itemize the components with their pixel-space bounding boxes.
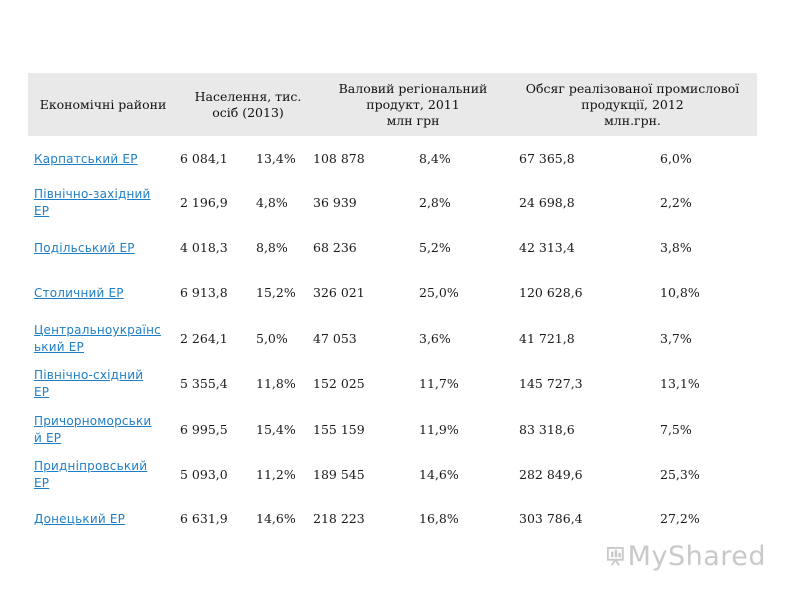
region-link-line: Подільський ЕР: [34, 241, 135, 255]
region-link-line: Столичний ЕР: [34, 286, 124, 300]
presentation-board-icon: [606, 540, 625, 572]
region-link-line: Причорноморськи: [34, 414, 152, 428]
industry-share: 3,7%: [660, 331, 692, 346]
region-link[interactable]: [34, 285, 174, 302]
grp-value: 108 878: [313, 151, 365, 166]
grp-share: 8,4%: [419, 151, 451, 166]
industry-value: 120 628,6: [519, 285, 583, 300]
table-header: [28, 73, 757, 136]
population-value: 6 913,8: [180, 285, 228, 300]
population-value: 6 631,9: [180, 511, 228, 526]
header-industry-line: продукції, 2012: [581, 96, 684, 112]
region-link[interactable]: [34, 322, 174, 356]
header-grp: [323, 73, 503, 136]
industry-share: 27,2%: [660, 511, 700, 526]
header-regions-label: Економічні райони: [39, 96, 167, 112]
industry-share: 6,0%: [660, 151, 692, 166]
watermark-text: MyShared: [627, 540, 766, 572]
header-regions: [28, 73, 178, 136]
industry-value: 24 698,8: [519, 195, 575, 210]
population-share: 15,2%: [256, 285, 296, 300]
region-link-line: ький ЕР: [34, 340, 84, 354]
population-share: 4,8%: [256, 195, 288, 210]
grp-share: 2,8%: [419, 195, 451, 210]
region-link[interactable]: [34, 413, 174, 447]
industry-value: 42 313,4: [519, 240, 575, 255]
population-value: 2 196,9: [180, 195, 228, 210]
region-link-line: Північно-східний: [34, 368, 144, 382]
region-link-line: ЕР: [34, 204, 50, 218]
header-industry-line: Обсяг реалізованої промислової: [525, 80, 740, 96]
header-population: [178, 73, 318, 136]
industry-value: 282 849,6: [519, 467, 583, 482]
grp-value: 326 021: [313, 285, 365, 300]
watermark: [606, 538, 766, 574]
region-link-line: Придніпровський: [34, 459, 148, 473]
industry-share: 2,2%: [660, 195, 692, 210]
header-grp-line: Валовий регіональний: [338, 80, 488, 96]
region-link-line: Північно-західний: [34, 187, 151, 201]
population-share: 8,8%: [256, 240, 288, 255]
grp-share: 5,2%: [419, 240, 451, 255]
population-share: 14,6%: [256, 511, 296, 526]
region-link[interactable]: [34, 367, 174, 401]
industry-value: 67 365,8: [519, 151, 575, 166]
grp-value: 155 159: [313, 422, 365, 437]
region-link-line: Карпатський ЕР: [34, 152, 138, 166]
header-grp-line: млн грн: [386, 112, 440, 128]
industry-value: 303 786,4: [519, 511, 583, 526]
industry-share: 7,5%: [660, 422, 692, 437]
grp-share: 16,8%: [419, 511, 459, 526]
industry-share: 3,8%: [660, 240, 692, 255]
industry-value: 41 721,8: [519, 331, 575, 346]
population-share: 5,0%: [256, 331, 288, 346]
header-industry: [508, 73, 757, 136]
population-value: 2 264,1: [180, 331, 228, 346]
region-link[interactable]: [34, 151, 174, 168]
header-industry-line: млн.грн.: [604, 112, 661, 128]
region-link-line: ЕР: [34, 476, 50, 490]
grp-value: 218 223: [313, 511, 365, 526]
header-grp-line: продукт, 2011: [366, 96, 460, 112]
header-population-line: осіб (2013): [212, 104, 284, 120]
region-link-line: ЕР: [34, 385, 50, 399]
industry-share: 13,1%: [660, 376, 700, 391]
grp-value: 47 053: [313, 331, 357, 346]
region-link-line: Донецький ЕР: [34, 512, 126, 526]
industry-value: 83 318,6: [519, 422, 575, 437]
grp-value: 68 236: [313, 240, 357, 255]
region-link-line: Центральноукраїнс: [34, 323, 161, 337]
population-value: 4 018,3: [180, 240, 228, 255]
region-link[interactable]: [34, 458, 174, 492]
grp-share: 11,7%: [419, 376, 459, 391]
region-link[interactable]: [34, 240, 174, 257]
population-value: 5 355,4: [180, 376, 228, 391]
industry-share: 10,8%: [660, 285, 700, 300]
industry-value: 145 727,3: [519, 376, 583, 391]
population-share: 11,8%: [256, 376, 296, 391]
region-link-line: й ЕР: [34, 431, 62, 445]
population-value: 5 093,0: [180, 467, 228, 482]
grp-share: 3,6%: [419, 331, 451, 346]
grp-share: 14,6%: [419, 467, 459, 482]
population-value: 6 084,1: [180, 151, 228, 166]
grp-value: 36 939: [313, 195, 357, 210]
industry-share: 25,3%: [660, 467, 700, 482]
population-share: 11,2%: [256, 467, 296, 482]
header-population-line: Населення, тис.: [194, 88, 302, 104]
region-link[interactable]: [34, 186, 174, 220]
population-value: 6 995,5: [180, 422, 228, 437]
grp-share: 11,9%: [419, 422, 459, 437]
region-link[interactable]: [34, 511, 174, 528]
population-share: 15,4%: [256, 422, 296, 437]
grp-value: 152 025: [313, 376, 365, 391]
grp-value: 189 545: [313, 467, 365, 482]
grp-share: 25,0%: [419, 285, 459, 300]
population-share: 13,4%: [256, 151, 296, 166]
